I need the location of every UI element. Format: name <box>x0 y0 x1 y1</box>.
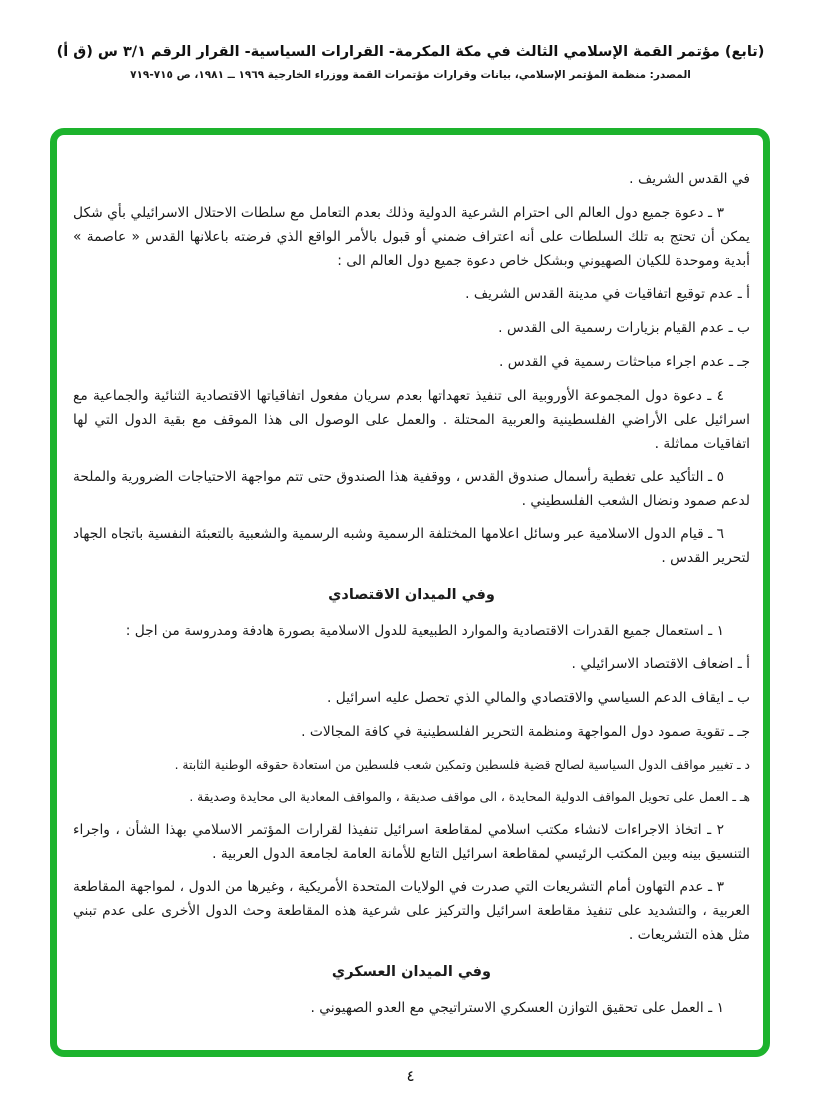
paragraph: جـ ـ عدم اجراء مباحثات رسمية في القدس . <box>499 354 750 370</box>
paragraph: د ـ تغيير مواقف الدول السياسية لصالح قضية فلسطين وتمكين شعب فلسطين من استعادة حقوقه الوطنية الثابتة . <box>174 758 750 772</box>
paragraph: ب ـ عدم القيام بزيارات رسمية الى القدس . <box>498 320 750 336</box>
paragraph: جـ ـ تقوية صمود دول المواجهة ومنظمة التحرير الفلسطينية في كافة المجالات . <box>301 724 750 740</box>
document-header <box>0 44 821 81</box>
paragraph: أ ـ عدم توقيع اتفاقيات في مدينة القدس الشريف . <box>465 286 750 302</box>
paragraph: ٢ ـ اتخاذ الاجراءات لانشاء مكتب اسلامي لمقاطعة اسرائيل تنفيذا لقرارات المؤتمر الاسلامي بهذا الشأن ، واجراء التنسيق بينه وبين المكتب الرئيسي لمقاطعة اسرائيل التابع للأمانة العامة لجامعة الدول العربية . <box>73 822 750 862</box>
paragraph: ١ ـ العمل على تحقيق التوازن العسكري الاستراتيجي مع العدو الصهيوني . <box>310 1000 724 1016</box>
paragraph: ٤ ـ دعوة دول المجموعة الأوروبية الى تنفيذ تعهداتها بعدم سريان مفعول اتفاقياتها الاقتصادية الثنائية والجماعية مع اسرائيل على الأراضي الفلسطينية والعربية المحتلة . والعمل على الوصول الى هذا الموقف مع بقية الدول التي لها اتفاقيات مماثلة . <box>73 388 750 452</box>
paragraph: ٣ ـ دعوة جميع دول العالم الى احترام الشرعية الدولية وذلك بعدم التعامل مع سلطات الاحتلال الاسرائيلي بأي شكل يمكن أن تحتج به تلك السلطات على أنه اعتراف ضمني أو قبول بالأمر الواقع الذي فرضته باعلانها القدس « عاصمة » أبدية وموحدة للكيان الصهيوني وبشكل خاص دعوة جميع دول العالم الى : <box>73 205 750 269</box>
paragraph: هـ ـ العمل على تحويل المواقف الدولية المحايدة ، الى مواقف صديقة ، والمواقف المعادية الى محايدة وصديقة . <box>189 790 750 804</box>
section-heading: وفي الميدان العسكري <box>331 964 492 980</box>
document-source-line: المصدر: منظمة المؤتمر الإسلامي، بيانات وقرارات مؤتمرات القمة ووزراء الخارجية ١٩٦٩ ــ ١٩٨١، ص ٧١٥-٧١٩ <box>130 69 691 81</box>
paragraph: أ ـ اضعاف الاقتصاد الاسرائيلي . <box>571 656 750 672</box>
document-body <box>73 167 750 1044</box>
green-highlight-frame <box>50 128 770 1057</box>
paragraph: ٦ ـ قيام الدول الاسلامية عبر وسائل اعلامها المختلفة الرسمية وشبه الرسمية والشعبية بالتعبئة النفسية باتجاه الجهاد لتحرير القدس . <box>73 526 750 566</box>
paragraph: ٥ ـ التأكيد على تغطية رأسمال صندوق القدس ، ووقفية هذا الصندوق حتى تتم مواجهة الاحتياجات الضرورية والملحة لدعم صمود ونضال الشعب الفلسطيني . <box>73 469 750 509</box>
document-title: (تابع) مؤتمر القمة الإسلامي الثالث في مكة المكرمة- القرارات السياسية- القرار الرقم ٣/١ س (ق أ) <box>56 44 765 60</box>
paragraph: ب ـ ايقاف الدعم السياسي والاقتصادي والمالي الذي تحصل عليه اسرائيل . <box>327 690 750 706</box>
paragraph: ١ ـ استعمال جميع القدرات الاقتصادية والموارد الطبيعية للدول الاسلامية بصورة هادفة ومدروسة من اجل : <box>125 623 724 639</box>
section-heading: وفي الميدان الاقتصادي <box>328 587 495 603</box>
paragraph: ٣ ـ عدم التهاون أمام التشريعات التي صدرت في الولايات المتحدة الأمريكية ، وغيرها من الدول ، لمواجهة المقاطعة العربية ، والتشديد على تنفيذ مقاطعة اسرائيل والتركيز على شرعية هذه المقاطعة وحث الدول الأخرى على عدم تبني مثل هذه التشريعات . <box>73 879 750 943</box>
page-number: ٤ <box>406 1067 415 1085</box>
paragraph: في القدس الشريف . <box>629 171 750 187</box>
